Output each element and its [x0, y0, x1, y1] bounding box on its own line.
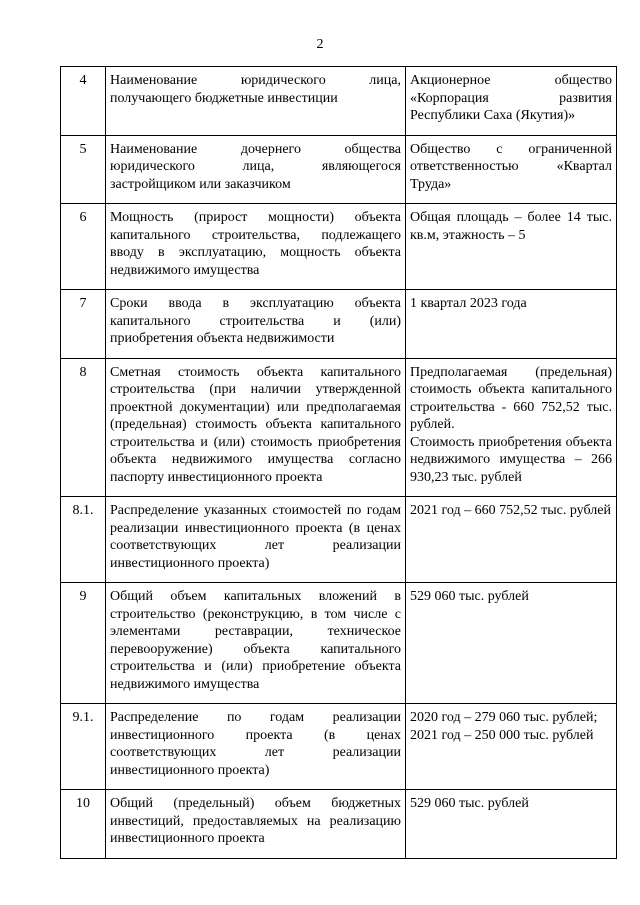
- table-row: [61, 704, 617, 790]
- row-number: 9.1.: [61, 704, 106, 790]
- row-number: 9: [61, 583, 106, 704]
- investment-table: [60, 66, 617, 859]
- row-value: Общество с ограниченной ответственностью «Квартал Труда»: [406, 135, 617, 204]
- row-value: 529 060 тыс. рублей: [406, 583, 617, 704]
- row-value-cell: [406, 704, 617, 790]
- table-row: [61, 204, 617, 290]
- row-value-secondary: Стоимость приобретения объекта недвижимого имущества – 266 930,23 тыс. рублей: [410, 434, 612, 485]
- row-number: 7: [61, 290, 106, 359]
- row-parameter: Мощность (прирост мощности) объекта капитального строительства, подлежащего вводу в эксплуатацию, мощность объекта недвижимого имущества: [106, 204, 406, 290]
- row-value-secondary: 2021 год – 250 000 тыс. рублей: [410, 727, 594, 743]
- row-parameter: Распределение по годам реализации инвестиционного проекта (в ценах соответствующих лет реализации инвестиционного проекта): [106, 704, 406, 790]
- row-value: Акционерное общество «Корпорация развития Республики Саха (Якутия)»: [406, 67, 617, 136]
- table-row: [61, 67, 617, 136]
- row-value: Общая площадь – более 14 тыс. кв.м, этажность – 5: [406, 204, 617, 290]
- row-number: 8: [61, 358, 106, 497]
- row-number: 10: [61, 790, 106, 859]
- row-number: 6: [61, 204, 106, 290]
- row-parameter: Распределение указанных стоимостей по годам реализации инвестиционного проекта (в ценах соответствующих лет реализации инвестиционного проекта): [106, 497, 406, 583]
- row-number: 8.1.: [61, 497, 106, 583]
- row-value: 2021 год – 660 752,52 тыс. рублей: [406, 497, 617, 583]
- table-row: [61, 135, 617, 204]
- page-number: 2: [316, 37, 324, 52]
- table-row: [61, 583, 617, 704]
- table-row: [61, 790, 617, 859]
- row-parameter: Сметная стоимость объекта капитального строительства (при наличии утвержденной проектной документации) или предполагаемая (предельная) стоимость объекта капитального строительства и (или) стоимость приобретения объекта недвижимого имущества согласно паспорту инвестиционного проекта: [106, 358, 406, 497]
- row-parameter: Сроки ввода в эксплуатацию объекта капитального строительства и (или) приобретения объекта недвижимости: [106, 290, 406, 359]
- row-number: 5: [61, 135, 106, 204]
- row-value-cell: [406, 358, 617, 497]
- table-row: [61, 290, 617, 359]
- row-value: 1 квартал 2023 года: [406, 290, 617, 359]
- table-row: [61, 497, 617, 583]
- row-value: 529 060 тыс. рублей: [406, 790, 617, 859]
- row-value: Предполагаемая (предельная) стоимость объекта капитального строительства - 660 752,52 тыс. рублей.: [410, 364, 612, 432]
- row-parameter: Наименование дочернего общества юридического лица, являющегося застройщиком или заказчиком: [106, 135, 406, 204]
- row-parameter: Общий (предельный) объем бюджетных инвестиций, предоставляемых на реализацию инвестиционного проекта: [106, 790, 406, 859]
- row-number: 4: [61, 67, 106, 136]
- row-parameter: Общий объем капитальных вложений в строительство (реконструкцию, в том числе с элементами реставрации, техническое перевооружение) объекта капитального строительства и (или) приобретение объекта недвижимого имущества: [106, 583, 406, 704]
- table-row: [61, 358, 617, 497]
- row-parameter: Наименование юридического лица, получающего бюджетные инвестиции: [106, 67, 406, 136]
- row-value: 2020 год – 279 060 тыс. рублей;: [410, 710, 598, 725]
